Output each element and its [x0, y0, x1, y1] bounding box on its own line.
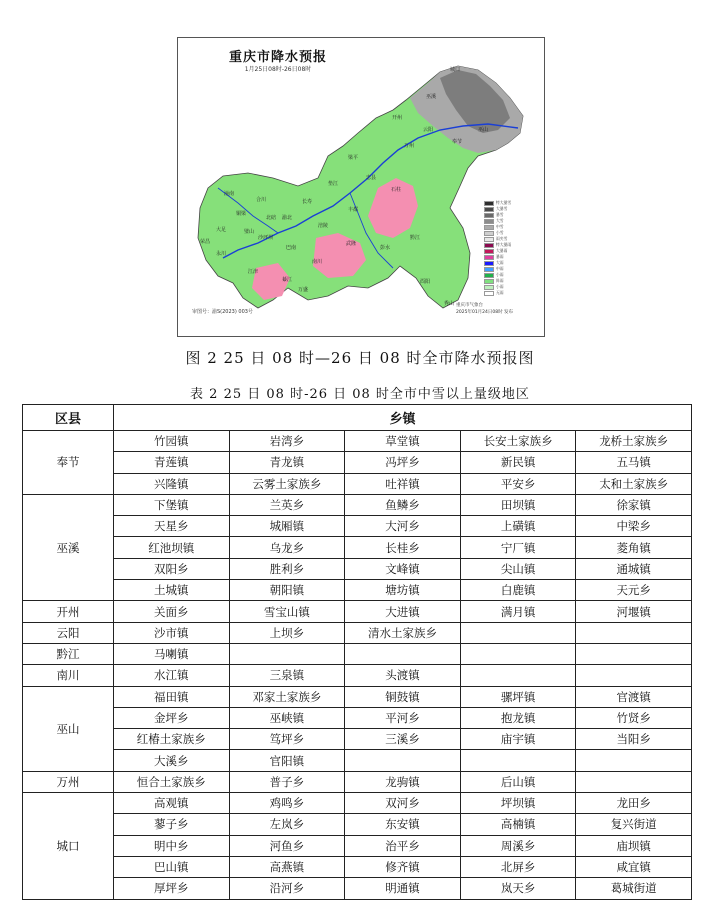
map-title: 重庆市降水预报 [228, 50, 327, 65]
town-cell: 铜鼓镇 [345, 686, 461, 707]
table-row [23, 750, 692, 771]
table-caption: 表 2 25 日 08 时-26 日 08 时全市中雪以上量级地区 [190, 387, 530, 402]
town-cell: 尖山镇 [460, 558, 576, 579]
legend-swatch [484, 213, 494, 218]
town-cell: 笃坪乡 [229, 729, 345, 750]
town-cell: 河堰镇 [576, 601, 692, 622]
town-cell: 兴隆镇 [114, 473, 230, 494]
map-legend [484, 200, 528, 296]
town-cell: 朝阳镇 [229, 580, 345, 601]
table-row [23, 537, 692, 558]
town-cell: 云雾土家族乡 [229, 473, 345, 494]
figure-caption: 图 2 25 日 08 时—26 日 08 时全市降水预报图 [185, 349, 535, 367]
map-approval-number: 审图号：渝S(2023) 003号 [192, 309, 253, 315]
town-cell: 周溪乡 [460, 835, 576, 856]
place-label: 江津 [248, 269, 259, 275]
town-cell: 宁厂镇 [460, 537, 576, 558]
legend-swatch [484, 219, 494, 224]
place-label: 璧山 [244, 229, 255, 235]
place-label: 合川 [256, 197, 267, 203]
county-cell: 黔江 [23, 643, 114, 664]
town-cell [576, 665, 692, 686]
legend-label: 特大暴雨 [496, 242, 512, 247]
town-cell: 冯坪乡 [345, 452, 461, 473]
town-cell: 胜利乡 [229, 558, 345, 579]
town-cell: 河鱼乡 [229, 835, 345, 856]
county-cell: 云阳 [23, 622, 114, 643]
town-cell: 福田镇 [114, 686, 230, 707]
legend-label: 无雨 [496, 290, 504, 295]
town-cell: 左岚乡 [229, 814, 345, 835]
town-cell: 天星乡 [114, 516, 230, 537]
legend-swatch [484, 201, 494, 206]
table-row [23, 707, 692, 728]
town-cell: 北屏乡 [460, 856, 576, 877]
town-cell: 田坝镇 [460, 494, 576, 515]
town-cell [460, 622, 576, 643]
legend-swatch [484, 231, 494, 236]
table-row [23, 856, 692, 877]
town-cell: 竹贤乡 [576, 707, 692, 728]
town-cell: 天元乡 [576, 580, 692, 601]
town-cell: 双河乡 [345, 793, 461, 814]
town-cell: 下堡镇 [114, 494, 230, 515]
town-cell: 双阳乡 [114, 558, 230, 579]
town-cell: 清水土家族乡 [345, 622, 461, 643]
table-row [23, 793, 692, 814]
legend-swatch [484, 237, 494, 242]
place-label: 奉节 [452, 139, 463, 145]
county-cell: 城口 [23, 793, 114, 899]
legend-swatch [484, 249, 494, 254]
town-cell [460, 750, 576, 771]
header-county: 区县 [23, 405, 114, 431]
place-label: 沙坪坝 [258, 235, 274, 241]
town-cell [576, 750, 692, 771]
place-label: 城口 [450, 67, 461, 73]
table-header-row [23, 405, 692, 431]
place-label: 忠县 [366, 175, 377, 181]
town-cell: 明中乡 [114, 835, 230, 856]
town-cell: 治平乡 [345, 835, 461, 856]
town-cell: 土城镇 [114, 580, 230, 601]
legend-label: 大暴雨 [496, 248, 508, 253]
legend-swatch [484, 225, 494, 230]
town-cell: 中梁乡 [576, 516, 692, 537]
town-cell: 水江镇 [114, 665, 230, 686]
town-cell: 满月镇 [460, 601, 576, 622]
town-cell: 大河乡 [345, 516, 461, 537]
town-cell: 草堂镇 [345, 431, 461, 452]
town-cell: 蓼子乡 [114, 814, 230, 835]
town-cell: 庙坝镇 [576, 835, 692, 856]
town-cell: 菱角镇 [576, 537, 692, 558]
map-publisher: 重庆市气象台 [456, 303, 483, 308]
legend-swatch [484, 243, 494, 248]
town-cell: 青龙镇 [229, 452, 345, 473]
town-cell: 咸宜镇 [576, 856, 692, 877]
legend-label: 大雨 [496, 260, 504, 265]
town-cell [345, 750, 461, 771]
town-cell: 后山镇 [460, 771, 576, 792]
town-cell: 岩湾乡 [229, 431, 345, 452]
table-row [23, 665, 692, 686]
town-cell: 徐家镇 [576, 494, 692, 515]
county-cell: 开州 [23, 601, 114, 622]
place-label: 万盛 [298, 287, 309, 293]
place-label: 黔江 [410, 235, 421, 241]
town-cell: 长桂乡 [345, 537, 461, 558]
table-row [23, 771, 692, 792]
town-cell: 坪坝镇 [460, 793, 576, 814]
table-row [23, 580, 692, 601]
place-label: 永川 [216, 251, 227, 257]
place-label: 巴南 [286, 245, 297, 251]
place-label: 秀山 [444, 301, 455, 307]
town-cell: 竹园镇 [114, 431, 230, 452]
town-cell: 官渡镇 [576, 686, 692, 707]
town-cell [576, 622, 692, 643]
county-cell: 巫山 [23, 686, 114, 771]
legend-label: 特大暴雪 [496, 200, 512, 205]
table-row [23, 686, 692, 707]
table-row [23, 452, 692, 473]
town-cell [460, 643, 576, 664]
place-label: 潼南 [224, 191, 235, 197]
place-label: 北碚 [266, 215, 277, 221]
town-cell: 庙宇镇 [460, 729, 576, 750]
town-cell: 明通镇 [345, 878, 461, 899]
table-row [23, 601, 692, 622]
place-label: 荣昌 [200, 239, 211, 245]
town-cell: 龙驹镇 [345, 771, 461, 792]
place-label: 石柱 [391, 187, 402, 193]
towns-table [22, 404, 692, 900]
table-body [23, 431, 692, 900]
town-cell [345, 643, 461, 664]
table-row [23, 431, 692, 452]
town-cell: 太和土家族乡 [576, 473, 692, 494]
place-label: 丰都 [348, 207, 359, 213]
place-label: 大足 [216, 227, 227, 233]
town-cell: 大进镇 [345, 601, 461, 622]
town-cell: 关面乡 [114, 601, 230, 622]
county-cell: 万州 [23, 771, 114, 792]
table-row [23, 558, 692, 579]
table-row [23, 878, 692, 899]
town-cell: 普子乡 [229, 771, 345, 792]
place-label: 彭水 [380, 245, 391, 251]
town-cell: 红椿土家族乡 [114, 729, 230, 750]
legend-swatch [484, 255, 494, 260]
town-cell: 长安土家族乡 [460, 431, 576, 452]
town-cell: 五马镇 [576, 452, 692, 473]
legend-label: 暴雪 [496, 212, 504, 217]
legend-swatch [484, 291, 494, 296]
legend-swatch [484, 279, 494, 284]
place-label: 綦江 [282, 277, 293, 283]
county-cell: 南川 [23, 665, 114, 686]
town-cell: 白鹿镇 [460, 580, 576, 601]
table-row [23, 814, 692, 835]
place-label: 垫江 [328, 181, 339, 187]
town-cell: 金坪乡 [114, 707, 230, 728]
town-cell: 鱼鳞乡 [345, 494, 461, 515]
town-cell: 高燕镇 [229, 856, 345, 877]
place-label: 涪陵 [318, 223, 329, 229]
town-cell: 三泉镇 [229, 665, 345, 686]
place-label: 渝北 [282, 215, 293, 221]
table-row [23, 494, 692, 515]
town-cell: 东安镇 [345, 814, 461, 835]
town-cell: 雪宝山镇 [229, 601, 345, 622]
town-cell: 抱龙镇 [460, 707, 576, 728]
county-cell: 巫溪 [23, 494, 114, 600]
town-cell: 官阳镇 [229, 750, 345, 771]
town-cell: 头渡镇 [345, 665, 461, 686]
town-cell: 上磺镇 [460, 516, 576, 537]
town-cell: 龙田乡 [576, 793, 692, 814]
legend-label: 暴雨 [496, 254, 504, 259]
town-cell: 三溪乡 [345, 729, 461, 750]
place-label: 梁平 [348, 155, 359, 161]
town-cell: 邓家土家族乡 [229, 686, 345, 707]
legend-label: 小雨 [496, 272, 504, 277]
table-row [23, 835, 692, 856]
legend-item [484, 290, 528, 296]
place-label: 南川 [312, 259, 323, 265]
town-cell: 巫峡镇 [229, 707, 345, 728]
town-cell: 平安乡 [460, 473, 576, 494]
town-cell: 城厢镇 [229, 516, 345, 537]
town-cell: 上坝乡 [229, 622, 345, 643]
legend-swatch [484, 267, 494, 272]
table-row [23, 622, 692, 643]
legend-label: 阵雨 [496, 278, 504, 283]
town-cell: 当阳乡 [576, 729, 692, 750]
town-cell: 新民镇 [460, 452, 576, 473]
header-towns: 乡镇 [114, 405, 692, 431]
forecast-map [177, 37, 545, 337]
town-cell: 岚天乡 [460, 878, 576, 899]
town-cell: 鸡鸣乡 [229, 793, 345, 814]
place-label: 武隆 [346, 241, 357, 247]
town-cell: 骡坪镇 [460, 686, 576, 707]
legend-label: 大暴雪 [496, 206, 508, 211]
legend-label: 中雪 [496, 224, 504, 229]
place-label: 长寿 [302, 199, 313, 205]
town-cell: 修齐镇 [345, 856, 461, 877]
map-subtitle: 1月25日08时-26日08时 [244, 66, 312, 73]
place-label: 巫山 [478, 127, 489, 133]
table-row [23, 643, 692, 664]
town-cell: 吐祥镇 [345, 473, 461, 494]
town-cell: 乌龙乡 [229, 537, 345, 558]
town-cell: 沙市镇 [114, 622, 230, 643]
legend-swatch [484, 285, 494, 290]
town-cell: 恒合土家族乡 [114, 771, 230, 792]
town-cell: 红池坝镇 [114, 537, 230, 558]
legend-label: 小雪 [496, 230, 504, 235]
town-cell: 高观镇 [114, 793, 230, 814]
town-cell: 沿河乡 [229, 878, 345, 899]
town-cell: 葛城街道 [576, 878, 692, 899]
legend-swatch [484, 273, 494, 278]
town-cell: 巴山镇 [114, 856, 230, 877]
town-cell: 青莲镇 [114, 452, 230, 473]
legend-swatch [484, 207, 494, 212]
town-cell: 大溪乡 [114, 750, 230, 771]
legend-swatch [484, 261, 494, 266]
town-cell: 复兴街道 [576, 814, 692, 835]
place-label: 巫溪 [426, 94, 437, 100]
town-cell [460, 665, 576, 686]
table-row [23, 729, 692, 750]
legend-label: 雨夹雪 [496, 236, 508, 241]
town-cell [576, 771, 692, 792]
town-cell: 塘坊镇 [345, 580, 461, 601]
town-cell: 马喇镇 [114, 643, 230, 664]
place-label: 铜梁 [236, 211, 247, 217]
town-cell: 文峰镇 [345, 558, 461, 579]
legend-label: 大雪 [496, 218, 504, 223]
county-cell: 奉节 [23, 431, 114, 495]
legend-label: 中雨 [496, 266, 504, 271]
map-issue-time: 2025年01月24日08时 发布 [456, 310, 514, 315]
table-row [23, 516, 692, 537]
town-cell: 兰英乡 [229, 494, 345, 515]
town-cell: 平河乡 [345, 707, 461, 728]
town-cell [576, 643, 692, 664]
place-label: 酉阳 [420, 279, 431, 285]
town-cell [229, 643, 345, 664]
town-cell: 通城镇 [576, 558, 692, 579]
place-label: 万州 [404, 143, 415, 149]
table-row [23, 473, 692, 494]
town-cell: 龙桥土家族乡 [576, 431, 692, 452]
town-cell: 高楠镇 [460, 814, 576, 835]
town-cell: 厚坪乡 [114, 878, 230, 899]
place-label: 开州 [392, 115, 403, 121]
legend-label: 小雨 [496, 284, 504, 289]
place-label: 云阳 [423, 127, 434, 133]
